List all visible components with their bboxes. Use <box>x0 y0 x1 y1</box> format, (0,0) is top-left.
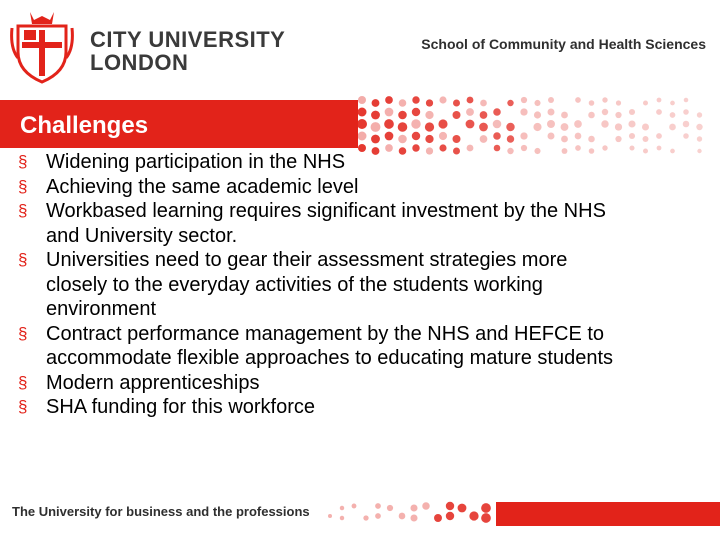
bullet-text: SHA funding for this workforce <box>46 396 316 418</box>
bullet-item <box>18 248 618 322</box>
decorative-dot <box>574 120 582 128</box>
decorative-dot <box>385 96 393 104</box>
slide-title: Challenges <box>20 112 149 139</box>
footer-bar <box>496 502 720 526</box>
bullet-text: Workbased learning requires significant investment by the NHS and University sector. <box>46 200 606 247</box>
university-name-line1: CITY UNIVERSITY <box>90 27 286 52</box>
decorative-dot <box>548 97 554 103</box>
decorative-dot <box>561 112 568 119</box>
decorative-dot <box>469 511 478 520</box>
decorative-dot <box>371 111 380 120</box>
decorative-dot <box>357 119 367 129</box>
decorative-dot <box>696 124 702 130</box>
decorative-dot <box>375 503 381 509</box>
decorative-dot <box>629 145 634 150</box>
bullet-text: Contract performance management by the NHS and HEFCE to accommodate flexible approaches to educating mature students <box>46 322 614 369</box>
bullet-marker: § <box>18 397 28 416</box>
decorative-dot <box>643 136 649 142</box>
decorative-dot <box>602 109 608 115</box>
footer-tagline: The University for business and the professions <box>12 504 310 519</box>
decorative-dot <box>589 100 595 106</box>
decorative-dot <box>411 119 420 128</box>
decorative-dot <box>385 132 394 141</box>
decorative-dot <box>399 99 407 107</box>
decorative-dot <box>358 132 367 141</box>
decorative-dot <box>601 120 608 127</box>
decorative-dot <box>575 97 581 103</box>
decorative-dot <box>507 135 514 142</box>
decorative-dot <box>670 112 676 118</box>
decorative-dot <box>358 96 366 104</box>
decorative-dot <box>479 123 488 132</box>
bullet-item <box>18 395 618 420</box>
decorative-dot <box>507 100 513 106</box>
decorative-dot <box>480 100 487 107</box>
decorative-dot <box>629 133 635 139</box>
bullet-item <box>18 199 618 248</box>
decorative-dot <box>438 119 447 128</box>
decorative-dot <box>385 108 394 117</box>
decorative-dot <box>446 512 454 520</box>
decorative-dot <box>363 515 368 520</box>
decorative-dot <box>561 123 569 131</box>
decorative-dot <box>615 136 621 142</box>
decorative-dot <box>412 96 419 103</box>
decorative-dot <box>328 514 332 518</box>
decorative-dot <box>643 101 648 106</box>
decorative-dot <box>697 136 702 141</box>
decorative-dot <box>387 505 393 511</box>
decorative-dot <box>358 108 367 117</box>
decorative-dot <box>446 502 454 510</box>
decorative-dot <box>670 101 675 106</box>
decorative-dot <box>412 108 420 116</box>
decorative-dot <box>520 132 527 139</box>
decorative-dot <box>669 124 676 131</box>
decorative-dot <box>520 108 527 115</box>
decorative-dot <box>643 149 648 154</box>
decorative-dot <box>453 111 461 119</box>
decorative-dot <box>384 119 394 129</box>
decorative-dot <box>453 135 461 143</box>
decorative-dot <box>656 133 662 139</box>
decorative-dot <box>548 133 555 140</box>
bullet-list <box>18 150 618 420</box>
bullet-item <box>18 371 618 396</box>
decorative-dot <box>466 108 474 116</box>
decorative-dot <box>340 506 344 510</box>
decorative-dot <box>684 98 689 103</box>
decorative-dot <box>439 96 446 103</box>
decorative-dot <box>534 100 540 106</box>
decorative-dot <box>398 111 407 120</box>
decorative-dot <box>493 108 501 116</box>
decorative-dot <box>412 132 420 140</box>
bullet-item <box>18 175 618 200</box>
bullet-item <box>18 322 618 371</box>
bullet-text: Modern apprenticeships <box>46 371 260 394</box>
decorative-dot <box>628 120 635 127</box>
decorative-dot <box>642 124 649 131</box>
decorative-dot <box>683 109 689 115</box>
decorative-dot <box>588 112 595 119</box>
bullet-item <box>18 150 618 175</box>
decorative-dot <box>426 99 433 106</box>
decorative-dot <box>480 111 488 119</box>
school-name: School of Community and Health Sciences <box>421 36 706 52</box>
decorative-dot <box>425 122 434 131</box>
decorative-dot <box>575 133 582 140</box>
decorative-dot <box>425 135 433 143</box>
decorative-dot <box>615 112 621 118</box>
decorative-dot <box>458 504 467 513</box>
decorative-dot <box>398 122 408 132</box>
decorative-dot <box>657 98 662 103</box>
decorative-dot <box>534 111 541 118</box>
university-name-line2: LONDON <box>90 50 189 75</box>
decorative-dot <box>340 516 344 520</box>
decorative-dot <box>371 122 381 132</box>
decorative-dot <box>410 504 417 511</box>
decorative-dot <box>548 109 555 116</box>
bullet-text: Achieving the same academic level <box>46 175 359 198</box>
decorative-dot <box>375 513 381 519</box>
decorative-dot <box>422 502 430 510</box>
decorative-dot <box>453 100 460 107</box>
decorative-dot <box>398 135 407 144</box>
bullet-marker: § <box>18 372 28 392</box>
bullet-text: Widening participation in the NHS <box>46 151 346 173</box>
decorative-dot <box>399 513 406 520</box>
decorative-dot <box>521 97 527 103</box>
decorative-dot <box>372 99 380 107</box>
decorative-dot <box>439 132 447 140</box>
decorative-dot <box>467 97 474 104</box>
decorative-dot <box>410 514 417 521</box>
university-name <box>90 28 285 74</box>
decorative-dot <box>533 123 541 131</box>
decorative-dot <box>588 136 595 143</box>
decorative-dot <box>493 132 501 140</box>
decorative-dot <box>371 135 380 144</box>
decorative-dot <box>434 514 442 522</box>
decorative-dot <box>615 123 622 130</box>
decorative-dot <box>425 111 433 119</box>
decorative-dot <box>616 100 621 105</box>
university-crest-logo <box>10 8 74 84</box>
decorative-dot <box>480 135 488 143</box>
decorative-dot <box>561 136 568 143</box>
bullet-marker: § <box>18 250 28 269</box>
decorative-dot <box>683 121 690 128</box>
decorative-dot <box>629 109 635 115</box>
bullet-text: Universities need to gear their assessment strategies more closely to the everyday activities of the students working environment <box>46 249 568 320</box>
decorative-dot <box>506 123 514 131</box>
decorative-dot <box>547 120 555 128</box>
decorative-dot <box>670 149 675 154</box>
decorative-dot <box>657 146 662 151</box>
decorative-dot <box>481 503 491 513</box>
decorative-dot <box>697 112 702 117</box>
decorative-dot <box>466 120 475 129</box>
bullet-marker: § <box>18 201 28 220</box>
decorative-dot <box>683 133 689 139</box>
decorative-dot <box>697 149 701 153</box>
bullet-marker: § <box>18 176 28 196</box>
decorative-dot <box>352 504 357 509</box>
decorative-dot <box>602 97 607 102</box>
decorative-dot <box>481 513 491 523</box>
bullet-marker: § <box>18 323 28 343</box>
decorative-dot <box>656 109 662 115</box>
bullet-marker: § <box>18 152 28 171</box>
decorative-dot <box>493 120 502 129</box>
